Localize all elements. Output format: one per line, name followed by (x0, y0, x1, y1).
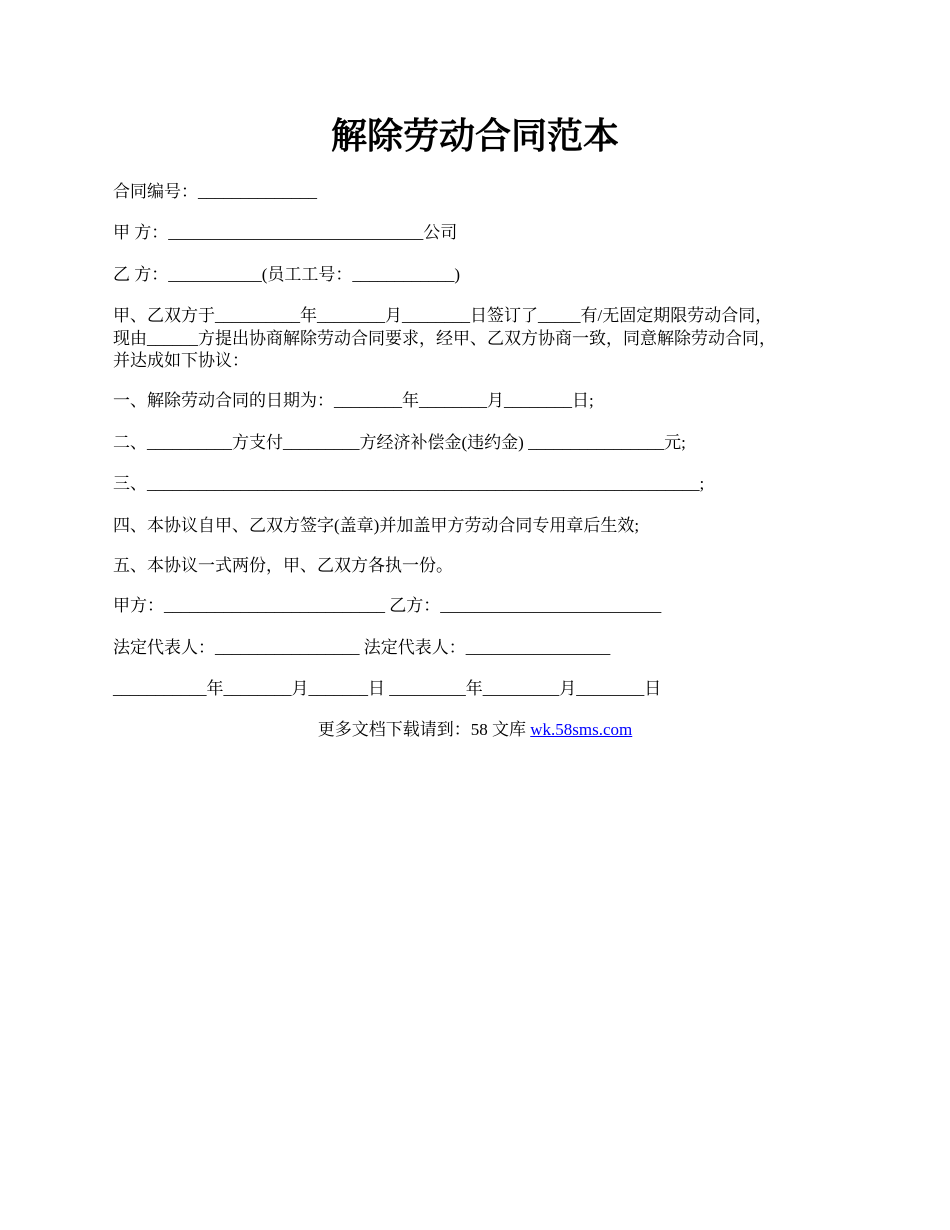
footer-prefix: 更多文档下载请到：58 文库 (317, 720, 531, 739)
clause-1: 一、解除劳动合同的日期为：________年________月________日; (113, 391, 594, 410)
footer-link[interactable]: wk.58sms.com (530, 720, 633, 739)
clause-3: 三、_________________________________________________________________; (113, 474, 705, 493)
party-a-line: 甲 方：______________________________公司 (113, 223, 458, 242)
clause-2: 二、__________方支付_________方经济补偿金(违约金) ________________元; (113, 433, 686, 452)
clause-5: 五、本协议一式两份，甲、乙双方各执一份。 (113, 556, 453, 575)
document-title: 解除劳动合同范本 (330, 116, 619, 156)
date-line: ___________年________月_______日 _________年_________月________日 (113, 679, 662, 698)
intro-line: 现由______方提出协商解除劳动合同要求，经甲、乙双方协商一致，同意解除劳动合同， (113, 328, 776, 348)
footer (0, 719, 950, 741)
intro-paragraph (113, 305, 838, 373)
intro-line: 并达成如下协议： (113, 351, 249, 370)
legal-representative-line: 法定代表人：_________________ 法定代表人：_________________ (113, 638, 611, 657)
signature-line: 甲方：__________________________ 乙方：__________________________ (113, 596, 662, 615)
contract-number-line: 合同编号：______________ (113, 182, 317, 201)
intro-line: 甲、乙双方于__________年________月________日签订了_____有/无固定期限劳动合同， (113, 306, 773, 325)
party-b-line: 乙 方：___________(员工工号：____________) (113, 265, 461, 284)
clause-4: 四、本协议自甲、乙双方签字(盖章)并加盖甲方劳动合同专用章后生效; (113, 516, 640, 535)
